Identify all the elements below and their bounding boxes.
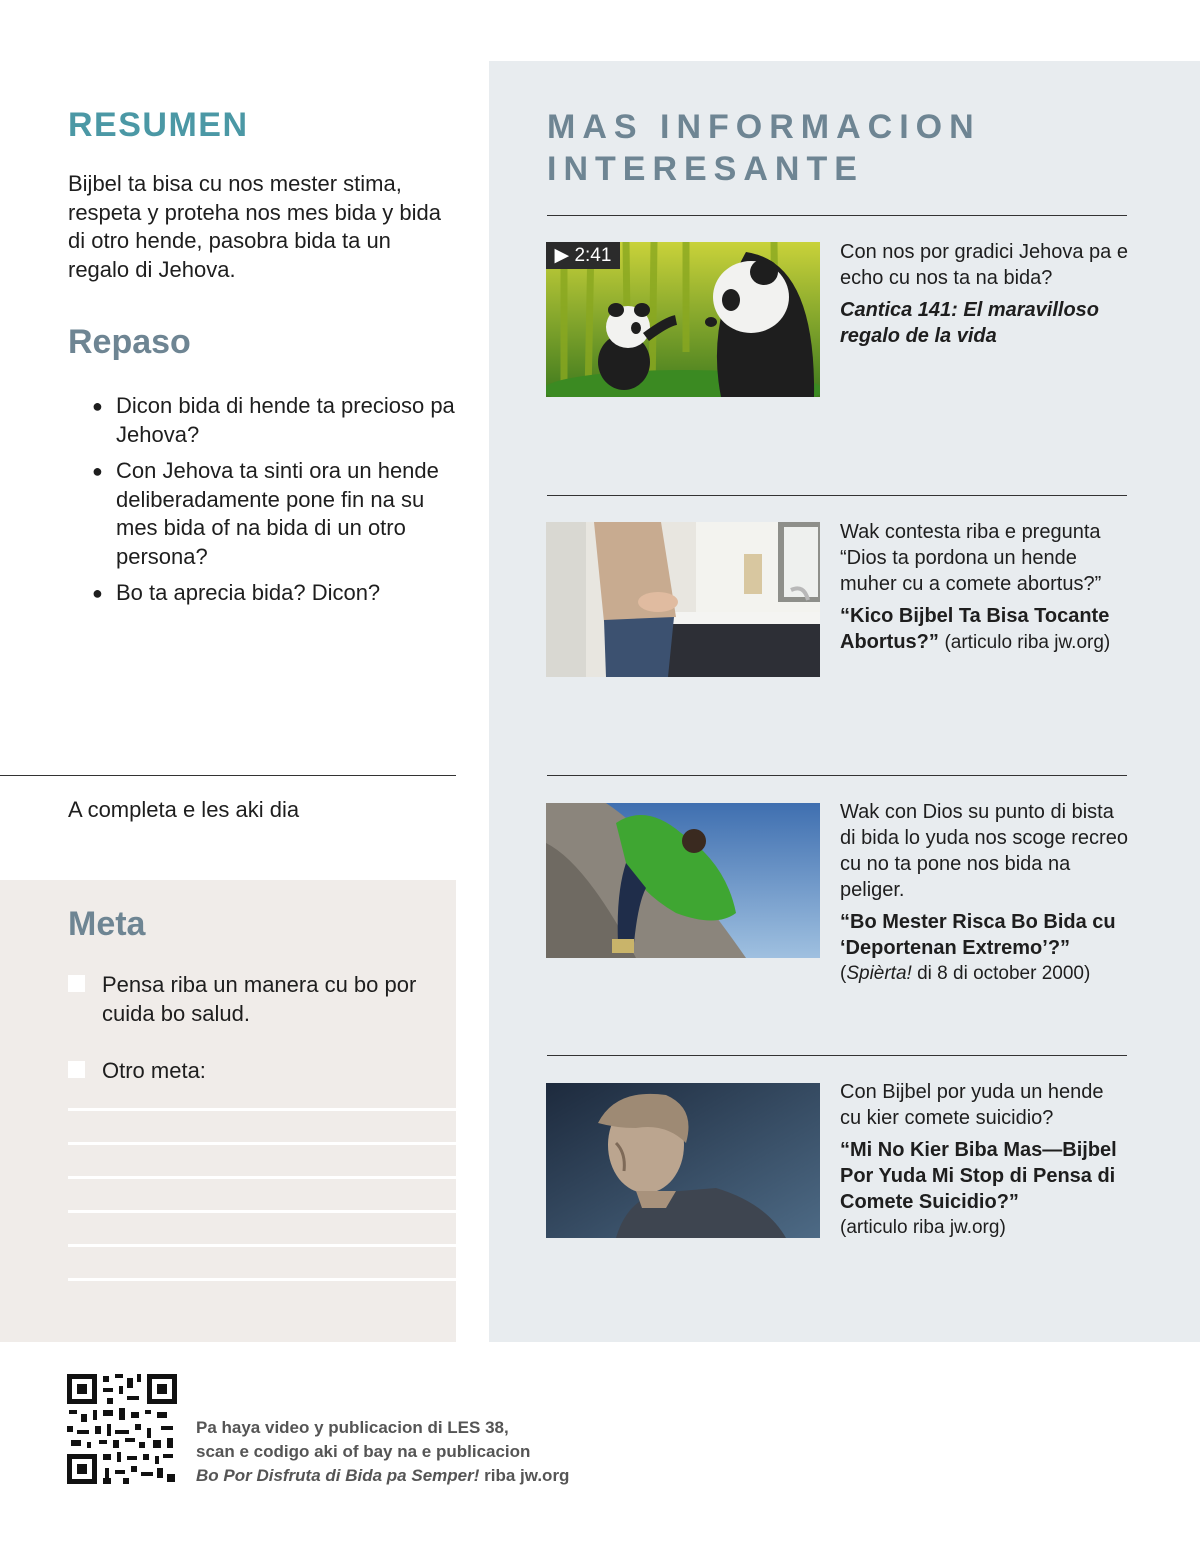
- bullet-icon: ●: [92, 461, 103, 481]
- resource-title[interactable]: “Mi No Kier Biba Mas—Bijbel Por Yuda Mi Stop di Pensa di Comete Suicidio?”: [840, 1139, 1117, 1213]
- completion-date-label: A completa e les aki dia: [68, 797, 300, 822]
- resource-description: Wak con Dios su punto di bista di bida lo yuda nos scoge recreo cu no ta pone nos bida na peliger.: [840, 801, 1128, 901]
- goal-item-label: Otro meta:: [102, 1058, 206, 1083]
- write-line[interactable]: [68, 1108, 456, 1111]
- goal-item-label: Pensa riba un manera cu bo por cuida bo salud.: [102, 972, 417, 1026]
- divider: [547, 215, 1127, 216]
- write-line[interactable]: [68, 1176, 456, 1179]
- review-list: [92, 392, 462, 616]
- write-line[interactable]: [68, 1142, 456, 1145]
- publication-title[interactable]: Bo Por Disfruta di Bida pa Semper!: [196, 1466, 480, 1485]
- checkbox[interactable]: [68, 1061, 85, 1078]
- rock-climber-photo-icon: [546, 803, 820, 958]
- resource-title[interactable]: Cantica 141: El maravilloso regalo de la vida: [840, 299, 1100, 347]
- pregnant-woman-photo-icon: [546, 522, 820, 677]
- resource-source: (articulo riba jw.org): [840, 1217, 1006, 1238]
- review-question: ● Con Jehova ta sinti ora un hende deliberadamente pone fin na su mes bida of na bida di un otro persona?: [92, 458, 439, 569]
- resource-text: [840, 799, 1130, 987]
- write-line[interactable]: [68, 1210, 456, 1213]
- resource-text: [840, 519, 1130, 656]
- summary-heading: RESUMEN: [68, 106, 249, 144]
- divider: [547, 775, 1127, 776]
- review-question: ● Bo ta aprecia bida? Dicon?: [92, 579, 462, 608]
- divider: [0, 775, 456, 776]
- article-thumbnail[interactable]: [546, 1083, 820, 1238]
- summary-text: Bijbel ta bisa cu nos mester stima, respeta y proteha nos mes bida y bida di otro hende, pasobra bida ta un regalo di Jehova.: [68, 171, 442, 282]
- resource-description: Wak contesta riba e pregunta “Dios ta pordona un hende muher cu a comete abortus?”: [840, 521, 1102, 595]
- resource-title[interactable]: “Bo Mester Risca Bo Bida cu ‘Deportenan Extremo’?”: [840, 911, 1116, 959]
- goal-heading: Meta: [68, 905, 146, 943]
- review-heading: Repaso: [68, 323, 191, 361]
- divider: [547, 1055, 1127, 1056]
- more-info-heading: MAS INFORMACION INTERESANTE: [547, 108, 981, 188]
- video-duration-badge: ▶ 2:41: [546, 242, 620, 269]
- statue-man-illustration-icon: [546, 1083, 820, 1238]
- qr-code-graphic: [67, 1374, 177, 1484]
- review-question: ● Dicon bida di hende ta precioso pa Jehova?: [92, 393, 455, 447]
- article-thumbnail[interactable]: [546, 803, 820, 958]
- bullet-icon: ●: [92, 583, 103, 603]
- checkbox[interactable]: [68, 975, 85, 992]
- bullet-icon: ●: [92, 396, 103, 416]
- resource-title[interactable]: “Kico Bijbel Ta Bisa Tocante Abortus?” (articulo riba jw.org): [840, 605, 1111, 653]
- article-thumbnail[interactable]: [546, 522, 820, 677]
- resource-text: [840, 1079, 1130, 1241]
- resource-description: Con Bijbel por yuda un hende cu kier comete suicidio?: [840, 1081, 1104, 1129]
- resource-source: (articulo riba jw.org): [944, 632, 1111, 653]
- qr-code-icon[interactable]: [67, 1374, 177, 1484]
- resource-description: Con nos por gradici Jehova pa e echo cu nos ta na bida?: [840, 241, 1128, 289]
- goal-item[interactable]: [68, 971, 428, 1031]
- video-thumbnail[interactable]: [546, 242, 820, 397]
- footer-text: Pa haya video y publicacion di LES 38, scan e codigo aki of bay na e publicacion Bo Por Disfruta di Bida pa Semper! riba jw.org: [196, 1418, 570, 1485]
- resource-text: [840, 239, 1130, 349]
- write-line[interactable]: [68, 1278, 456, 1281]
- write-line[interactable]: [68, 1244, 456, 1247]
- goal-item[interactable]: [68, 1057, 428, 1087]
- play-icon: ▶: [554, 245, 570, 266]
- goal-box: [0, 880, 456, 1342]
- resource-source: (Spièrta! di 8 di october 2000): [840, 963, 1091, 984]
- divider: [547, 495, 1127, 496]
